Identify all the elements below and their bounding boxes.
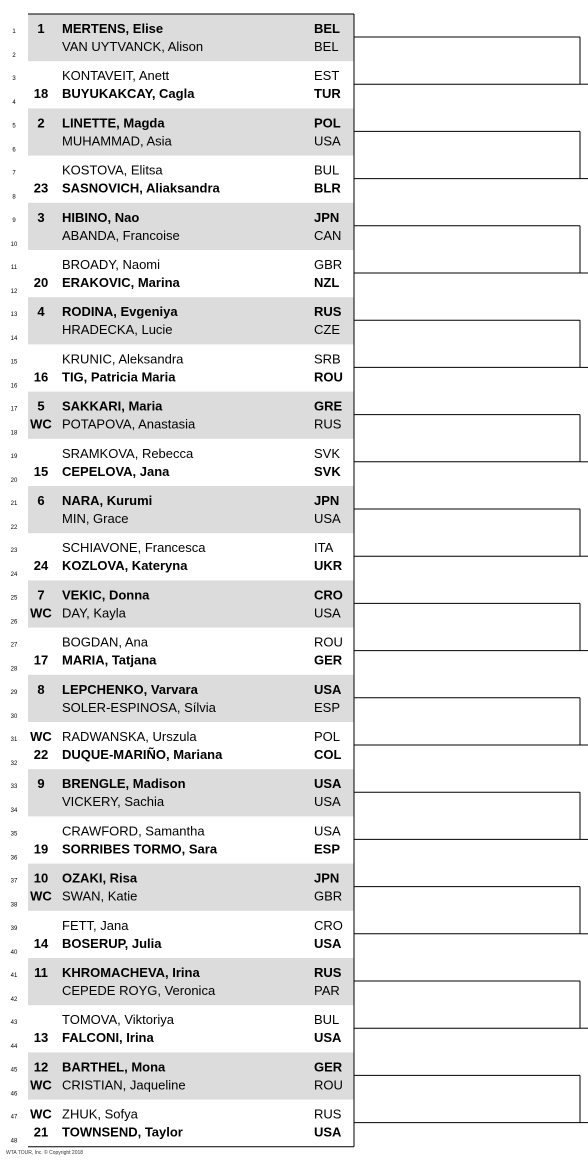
country-code: TUR [314,86,341,102]
seed-label: 16 [33,369,49,385]
draw-line-number: 11 [10,265,18,271]
player-name: LEPCHENKO, Varvara [62,681,198,697]
country-code: BLR [314,180,341,196]
country-code: USA [314,511,341,526]
player-name: BROADY, Naomi [62,257,161,272]
player-name: SCHIAVONE, Francesca [62,540,206,556]
country-code: GER [314,1059,343,1075]
player-name: SORRIBES TORMO, Sara [62,841,218,857]
player-name: CEPELOVA, Jana [62,463,170,479]
draw-line-number: 28 [10,666,18,673]
player-name: KHROMACHEVA, Irina [62,965,200,980]
draw-line-number: 13 [10,312,18,319]
seed-label: WC [30,416,52,432]
country-code: USA [314,794,341,810]
seed-label: 13 [33,1030,49,1046]
draw-line-number: 40 [10,949,18,956]
country-code: GBR [314,888,343,904]
country-code: BUL [314,1012,340,1028]
draw-line-number: 23 [10,548,18,555]
country-code: NZL [314,275,340,290]
draw-line-number: 45 [10,1067,18,1074]
seed-label: 21 [33,1124,49,1140]
seed-label: 11 [34,965,48,980]
draw-line-number: 9 [12,217,16,224]
draw-line-number: 30 [10,713,18,720]
player-name: LINETTE, Magda [62,115,165,131]
draw-line-number: 39 [10,925,18,932]
draw-line-number: 36 [10,855,18,862]
country-code: USA [314,605,341,621]
seed-label: 4 [37,304,45,320]
draw-line-number: 26 [10,619,18,626]
country-code: GRE [314,398,343,414]
draw-line-number: 18 [10,430,18,437]
seed-label: 14 [33,935,49,951]
seed-label: 24 [33,558,49,574]
country-code: ROU [314,634,343,650]
player-name: TOWNSEND, Taylor [62,1124,183,1140]
country-code: JPN [314,493,340,508]
country-code: CAN [314,227,342,243]
country-code: EST [314,68,340,84]
player-name: BARTHEL, Mona [62,1059,166,1075]
seed-label: 17 [33,652,49,668]
seed-label: 5 [37,398,45,414]
seed-label: 20 [33,275,49,290]
seed-label: 1 [37,21,45,36]
country-code: USA [314,823,341,839]
player-name: NARA, Kurumi [62,493,153,508]
draw-line-number: 24 [10,572,18,579]
seed-label: 23 [33,180,49,196]
player-name: BUYUKAKCAY, Cagla [62,86,195,102]
draw-line-number: 10 [10,241,18,248]
draw-line-number: 33 [10,784,18,791]
player-name: TIG, Patricia Maria [62,369,176,385]
seed-label: 18 [33,86,49,102]
country-code: USA [314,935,342,951]
player-name: SASNOVICH, Aliaksandra [62,180,220,196]
draw-line-number: 19 [10,453,18,460]
country-code: GER [314,652,343,668]
draw-line-number: 43 [10,1020,18,1027]
country-code: CRO [314,917,343,933]
country-code: SRB [314,351,341,367]
seed-label: 10 [33,870,49,886]
player-name: KONTAVEIT, Anett [62,68,170,84]
draw-line-number: 5 [12,123,16,130]
player-name: KOSTOVA, Elitsa [62,162,163,178]
copyright-footer: WTA TOUR, Inc. © Copyright 2018 [6,1150,84,1156]
country-code: USA [314,133,341,149]
player-name: HIBINO, Nao [62,209,140,225]
draw-line-number: 21 [10,501,18,507]
country-code: POL [314,729,341,744]
seed-label: 22 [33,747,49,762]
player-name: RADWANSKA, Urszula [62,729,197,744]
draw-line-number: 7 [12,170,16,177]
country-code: USA [314,681,342,697]
player-name: VAN UYTVANCK, Alison [62,39,204,54]
seed-label: WC [30,888,52,904]
draw-line-number: 2 [12,53,16,59]
draw-line-number: 17 [10,406,18,413]
seed-label: 2 [37,115,45,131]
country-code: USA [314,1030,342,1046]
draw-line-number: 48 [10,1138,18,1145]
country-code: JPN [314,209,340,225]
country-code: BEL [314,39,339,54]
player-name: VICKERY, Sachia [62,794,165,810]
seed-label: 15 [33,463,49,479]
player-name: VEKIC, Donna [62,587,150,603]
country-code: GBR [314,257,343,272]
draw-line-number: 20 [10,477,18,484]
draw-line-number: 41 [10,973,18,979]
player-name: SWAN, Katie [62,888,138,904]
country-code: JPN [314,870,340,886]
draw-line-number: 16 [10,383,18,390]
seed-label: WC [30,729,52,744]
player-name: SAKKARI, Maria [62,398,163,414]
country-code: RUS [314,416,342,432]
draw-line-number: 25 [10,595,18,602]
player-name: MIN, Grace [62,511,129,526]
draw-line-number: 44 [10,1044,18,1051]
player-name: SRAMKOVA, Rebecca [62,445,194,461]
seed-label: WC [30,1077,52,1093]
seed-label: 3 [37,209,45,225]
draw-line-number: 42 [10,997,18,1003]
player-name: MERTENS, Elise [62,21,164,36]
draw-line-number: 14 [10,336,18,343]
player-name: BOSERUP, Julia [62,935,162,951]
draw-line-number: 35 [10,831,18,838]
country-code: CRO [314,587,343,603]
player-name: MUHAMMAD, Asia [62,133,172,149]
draw-line-number: 4 [12,100,16,107]
draw-line-number: 6 [12,147,16,154]
seed-label: 12 [33,1059,49,1075]
player-name: HRADECKA, Lucie [62,322,173,338]
player-name: MARIA, Tatjana [62,652,157,668]
country-code: SVK [314,463,341,479]
player-name: BOGDAN, Ana [62,634,148,650]
draw-line-number: 32 [10,761,18,767]
player-name: KOZLOVA, Kateryna [62,558,188,574]
draw-line-number: 46 [10,1091,18,1098]
player-name: FETT, Jana [62,917,129,933]
player-name: ABANDA, Francoise [62,227,180,243]
player-name: CRISTIAN, Jaqueline [62,1077,186,1093]
draw-line-number: 29 [10,689,18,696]
country-code: ROU [314,1077,343,1093]
draw-line-number: 37 [10,878,18,885]
player-name: CEPEDE ROYG, Veronica [62,983,216,998]
country-code: ITA [314,540,334,556]
draw-line-number: 31 [10,737,18,743]
player-name: CRAWFORD, Samantha [62,823,205,839]
draw-line-number: 3 [12,76,16,83]
country-code: COL [314,747,342,762]
seed-label: 6 [37,493,45,508]
player-name: OZAKI, Risa [62,870,138,886]
seed-label: WC [30,1106,52,1122]
country-code: SVK [314,445,341,461]
draw-line-number: 27 [10,642,18,649]
country-code: RUS [314,1106,342,1122]
player-name: RODINA, Evgeniya [62,304,178,320]
draw-line-number: 1 [12,29,16,35]
player-name: TOMOVA, Viktoriya [62,1012,174,1028]
player-name: FALCONI, Irina [62,1030,154,1046]
player-name: DUQUE-MARIÑO, Mariana [62,747,223,762]
country-code: ROU [314,369,343,385]
country-code: UKR [314,558,343,574]
seed-label: WC [30,605,52,621]
country-code: USA [314,1124,342,1140]
seed-label: 19 [33,841,49,857]
country-code: BEL [314,21,340,36]
draw-line-number: 22 [10,525,18,531]
player-name: DAY, Kayla [62,605,126,621]
country-code: PAR [314,983,340,998]
draw-line-number: 15 [10,359,18,366]
seed-label: 7 [37,587,45,603]
draw-line-number: 47 [10,1114,18,1121]
draw-line-number: 34 [10,808,18,815]
seed-label: 8 [37,681,45,697]
draw-line-number: 38 [10,902,18,909]
draw-line-number: 8 [12,194,16,201]
country-code: USA [314,776,342,792]
country-code: ESP [314,699,341,715]
player-name: BRENGLE, Madison [62,776,186,792]
draw-line-number: 12 [10,289,18,295]
player-name: ZHUK, Sofya [62,1106,138,1122]
country-code: RUS [314,965,342,980]
seed-label: 9 [37,776,45,792]
country-code: ESP [314,841,341,857]
country-code: BUL [314,162,340,178]
player-name: POTAPOVA, Anastasia [62,416,196,432]
country-code: CZE [314,322,340,338]
country-code: POL [314,115,341,131]
player-name: ERAKOVIC, Marina [62,275,180,290]
player-name: SOLER-ESPINOSA, Sílvia [62,699,216,715]
country-code: RUS [314,304,342,320]
player-name: KRUNIC, Aleksandra [62,351,184,367]
